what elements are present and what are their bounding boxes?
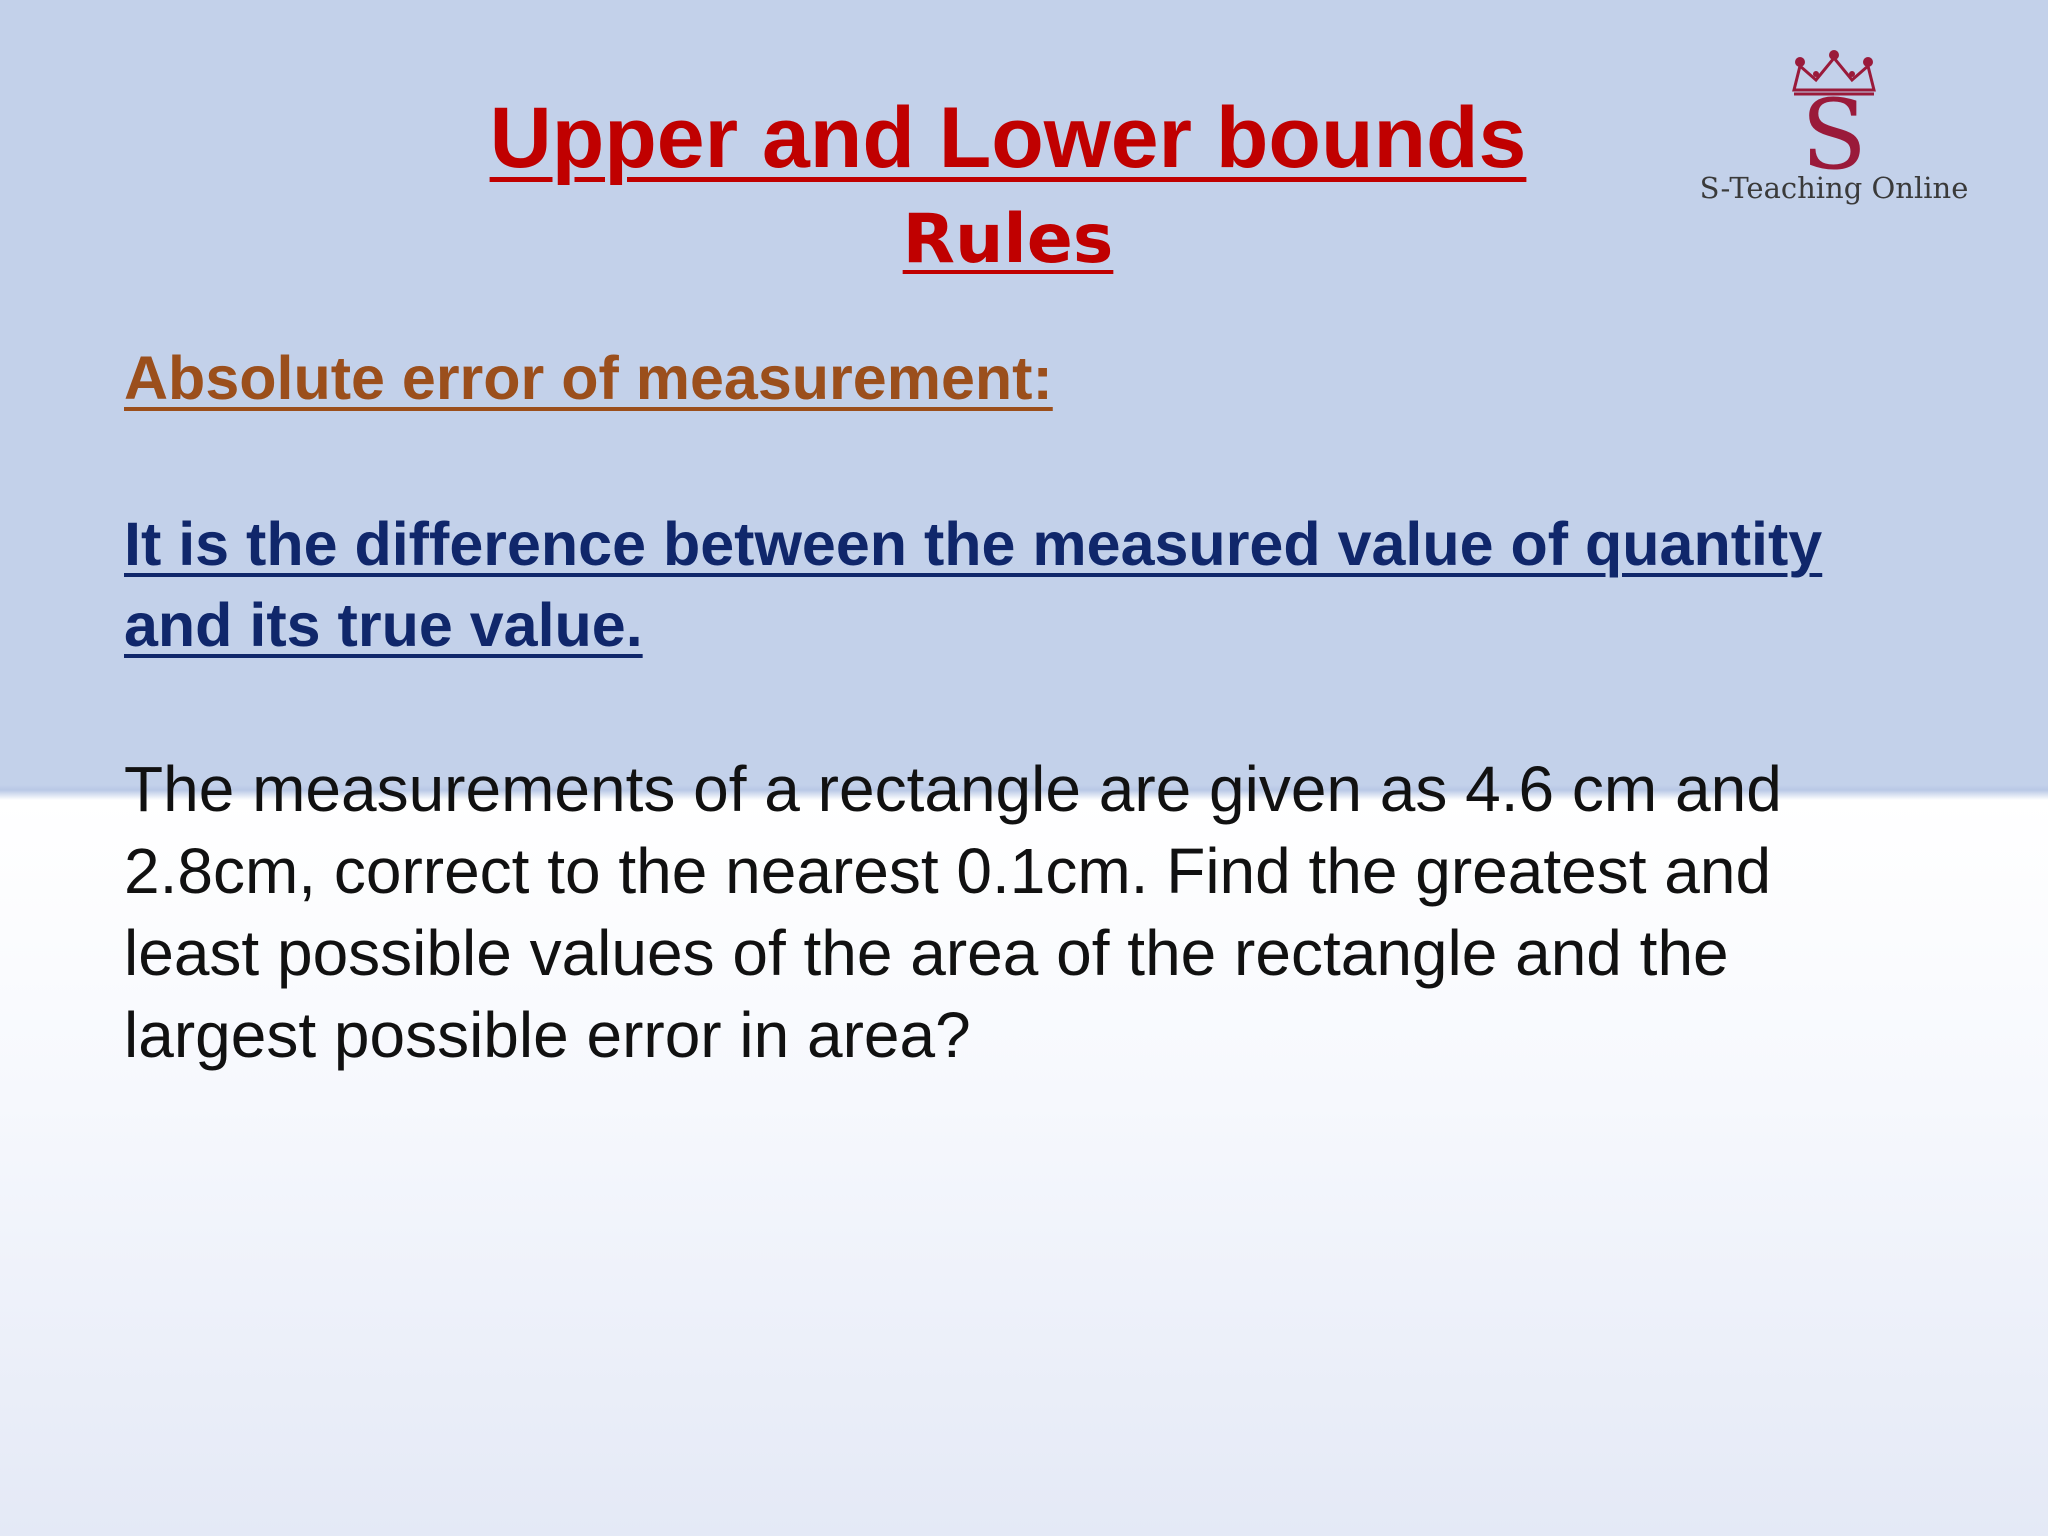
logo-letter: S	[1801, 79, 1867, 191]
definition-text: It is the difference between the measured value of quantity and its true value.	[124, 510, 1823, 659]
logo-text: S-Teaching Online	[1699, 171, 1969, 205]
section-heading: Absolute error of measurement:	[124, 344, 1053, 412]
problem-text: The measurements of a rectangle are given as 4.6 cm and 2.8cm, correct to the nearest 0.1cm. Find the greatest and least possible values of the area of the rectangle and the largest possible error in area?	[124, 753, 1782, 1071]
logo	[1680, 50, 1980, 210]
slide-subtitle: Rules	[902, 200, 1114, 279]
slide-title: Upper and Lower bounds	[489, 90, 1527, 186]
